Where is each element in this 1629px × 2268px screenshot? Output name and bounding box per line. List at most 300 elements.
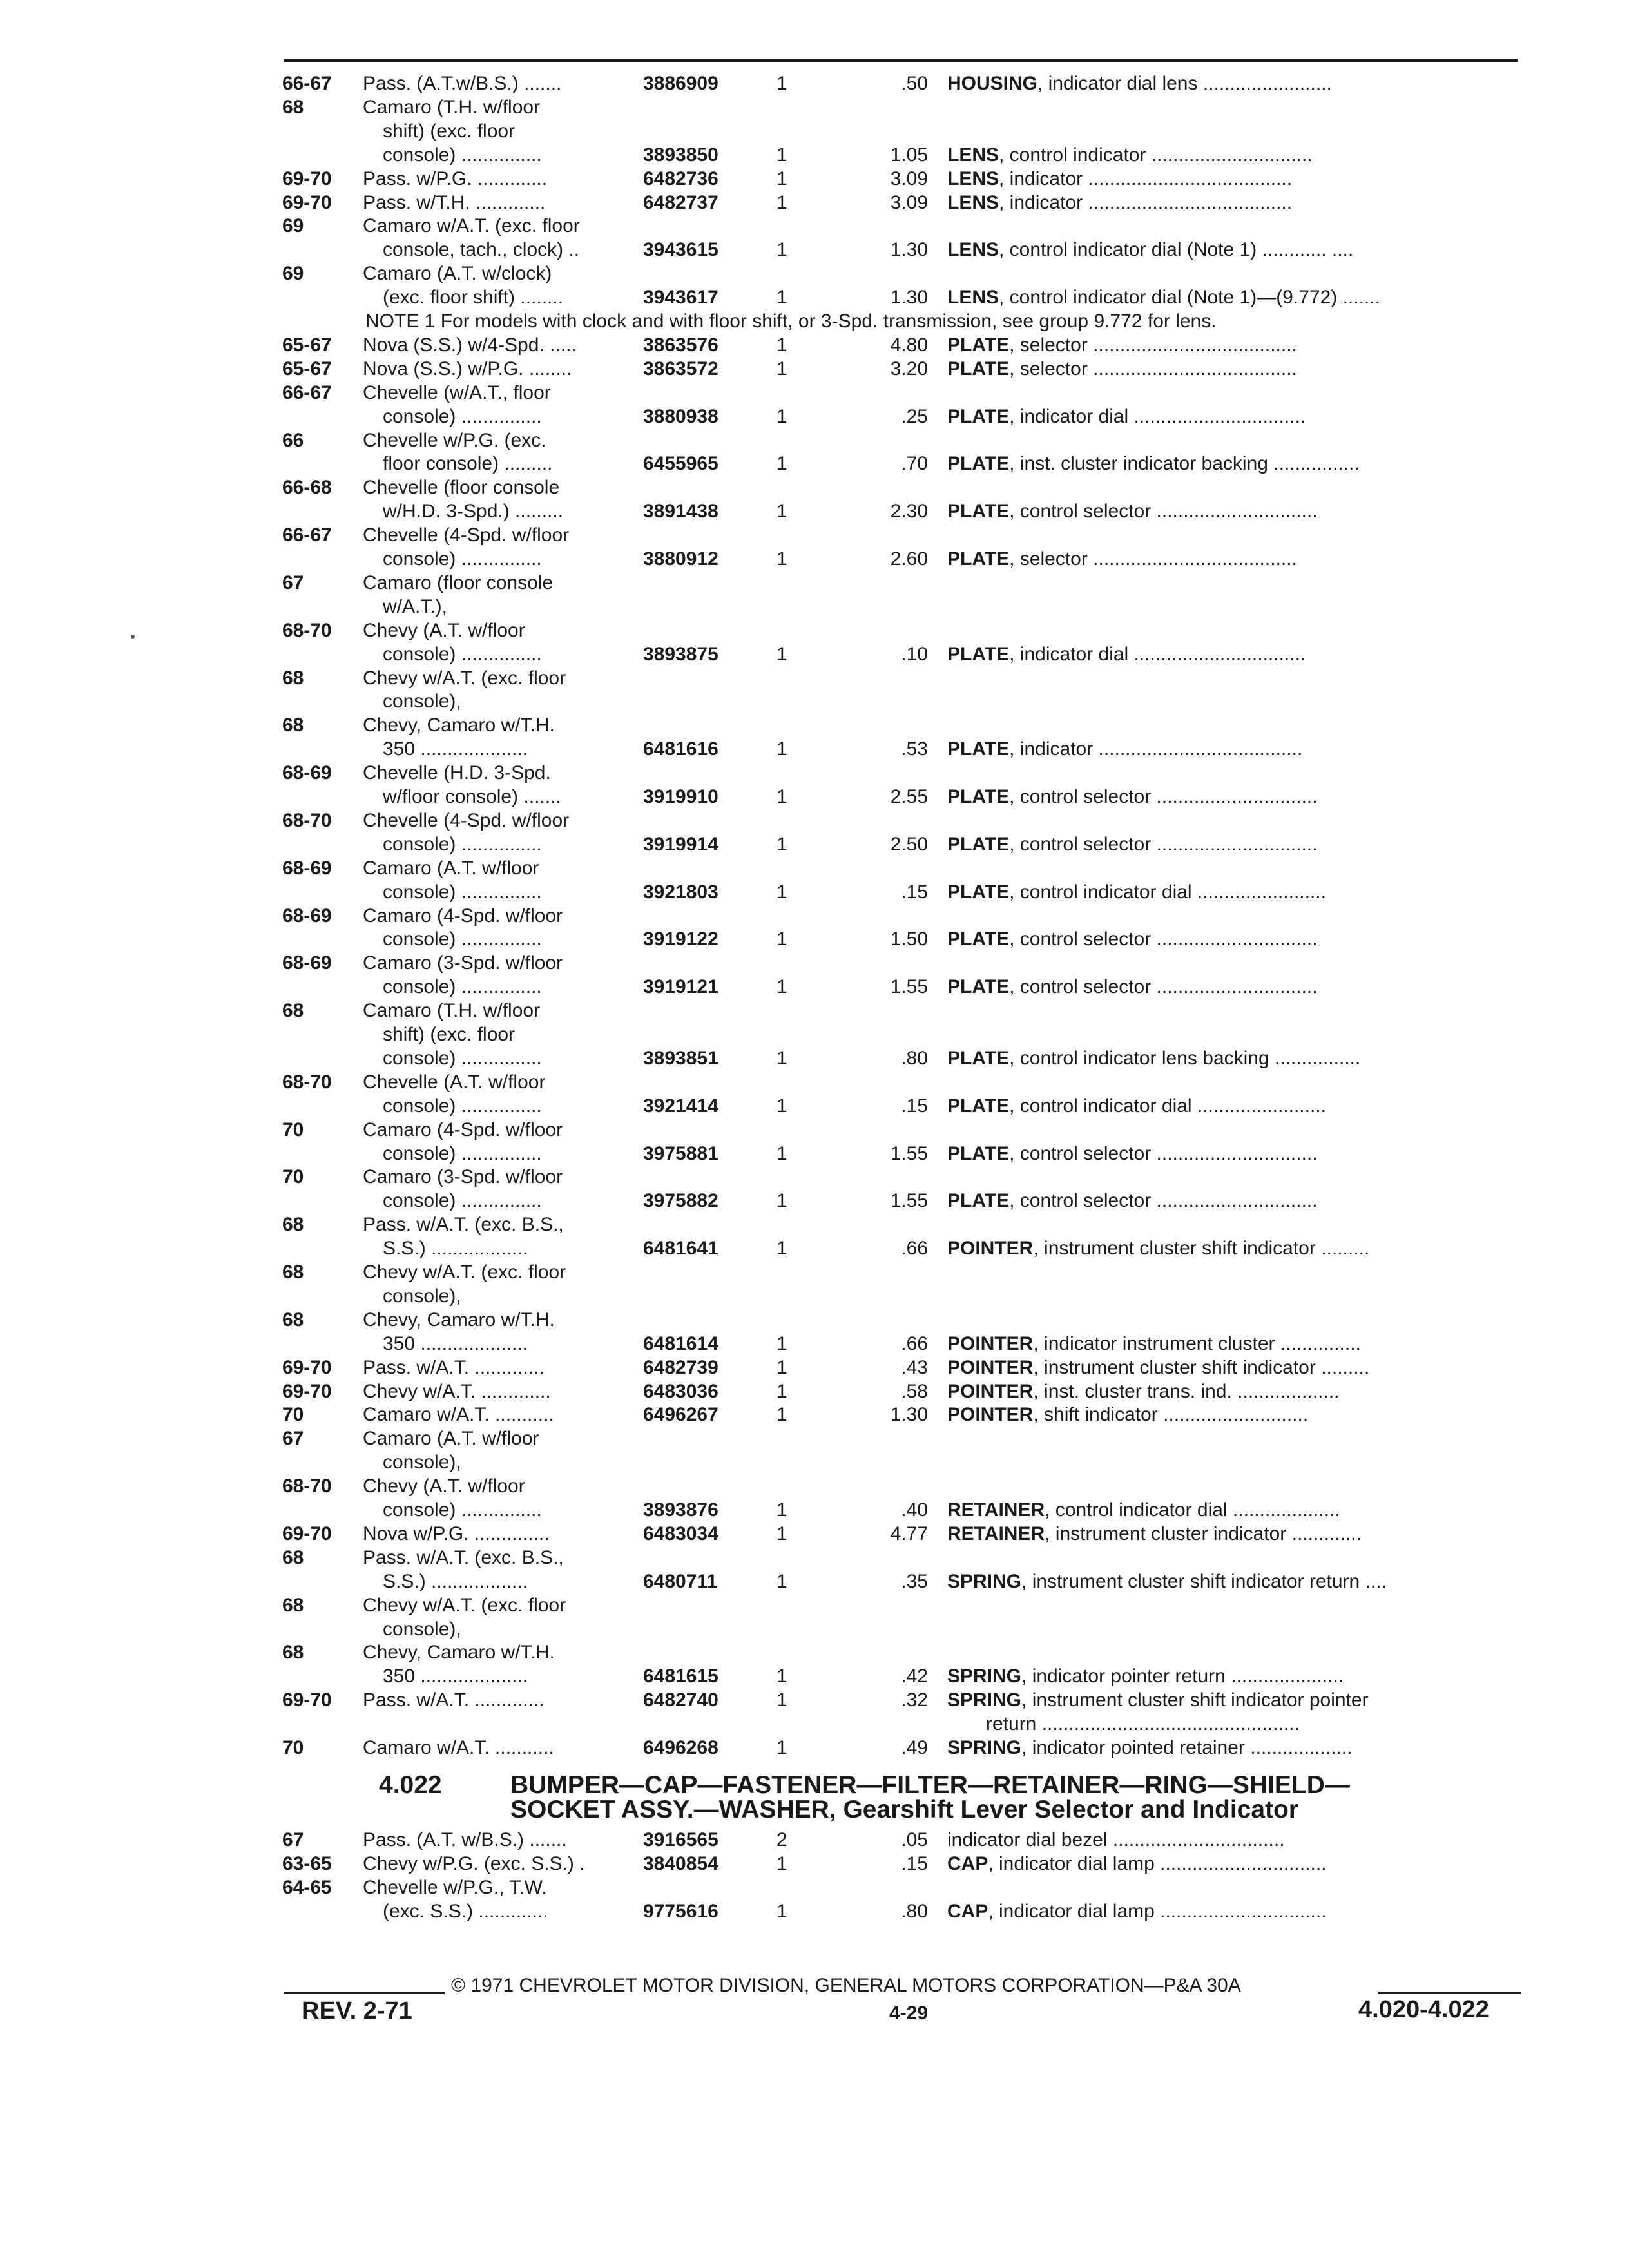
model-years: 70 bbox=[282, 1119, 304, 1140]
model-description: Camaro (3-Spd. w/floor bbox=[363, 1166, 563, 1188]
part-name-keyword: PLATE bbox=[947, 786, 1010, 807]
model-description: w/A.T.), bbox=[383, 595, 448, 617]
list-price: .50 bbox=[901, 73, 928, 94]
part-number: 3880912 bbox=[643, 548, 718, 570]
model-description: S.S.) .................. bbox=[383, 1570, 528, 1592]
part-name bbox=[947, 452, 1516, 476]
quantity: 1 bbox=[776, 501, 787, 523]
part-name-detail: , control selector .............................. bbox=[1009, 1190, 1318, 1212]
part-name-keyword: PLATE bbox=[947, 881, 1010, 903]
part-name bbox=[947, 238, 1516, 262]
part-name-keyword: RETAINER bbox=[947, 1523, 1045, 1544]
catalog-row bbox=[0, 619, 1629, 645]
model-description: console), bbox=[383, 691, 461, 713]
list-price: .66 bbox=[901, 1238, 928, 1260]
model-years: 69-70 bbox=[282, 1356, 332, 1378]
list-price: 4.80 bbox=[890, 334, 928, 356]
part-name-keyword: POINTER bbox=[947, 1356, 1034, 1378]
model-years: 69 bbox=[282, 263, 304, 285]
catalog-row bbox=[0, 690, 1629, 716]
model-years: 65-67 bbox=[282, 334, 332, 356]
model-description: Camaro w/A.T. ........... bbox=[363, 1737, 554, 1758]
quantity: 1 bbox=[776, 287, 787, 309]
part-number: 6480711 bbox=[643, 1570, 718, 1592]
catalog-row bbox=[0, 1309, 1629, 1334]
part-name-detail: , inst. cluster indicator backing ................ bbox=[1009, 453, 1360, 475]
catalog-row bbox=[0, 1499, 1629, 1524]
part-name-detail: , control indicator dial (Note 1) ............ .... bbox=[999, 239, 1354, 261]
part-name-detail: , indicator dial lamp ............................... bbox=[988, 1852, 1327, 1874]
part-name-keyword: POINTER bbox=[947, 1238, 1034, 1260]
part-name bbox=[947, 1523, 1516, 1546]
part-number: 3893875 bbox=[643, 643, 718, 665]
quantity: 1 bbox=[776, 144, 787, 166]
model-description: Pass. (A.T.w/B.S.) ....... bbox=[363, 73, 562, 94]
part-name bbox=[947, 1332, 1516, 1356]
model-description: Camaro (T.H. w/floor bbox=[363, 96, 541, 118]
model-description: Nova w/P.G. .............. bbox=[363, 1523, 550, 1544]
model-description: Camaro w/A.T. ........... bbox=[363, 1404, 554, 1426]
model-years: 67 bbox=[282, 1829, 304, 1850]
part-name bbox=[947, 548, 1516, 571]
catalog-row bbox=[0, 405, 1629, 431]
catalog-row bbox=[0, 905, 1629, 930]
model-description: console) ............... bbox=[383, 1047, 542, 1069]
part-name-detail: , control indicator dial ........................ bbox=[1009, 1095, 1326, 1117]
group-range: 4.020-4.022 bbox=[1358, 1996, 1489, 2023]
catalog-row bbox=[0, 262, 1629, 288]
catalog-row bbox=[0, 1023, 1629, 1049]
model-years: 68-69 bbox=[282, 857, 332, 879]
model-description: Camaro (3-Spd. w/floor bbox=[363, 952, 563, 974]
model-description: console) ............... bbox=[383, 1095, 542, 1117]
quantity: 1 bbox=[776, 1900, 787, 1922]
catalog-row bbox=[0, 1852, 1629, 1878]
catalog-row bbox=[0, 1736, 1629, 1762]
model-description: Chevy w/A.T. (exc. floor bbox=[363, 1594, 566, 1616]
model-description: Chevy w/A.T. (exc. floor bbox=[363, 1262, 566, 1283]
model-description: S.S.) .................. bbox=[383, 1238, 528, 1260]
catalog-row bbox=[0, 1071, 1629, 1097]
part-name-keyword: SPRING bbox=[947, 1570, 1022, 1592]
part-name bbox=[947, 1852, 1516, 1876]
part-name-detail: , inst. cluster trans. ind. ................... bbox=[1033, 1380, 1340, 1402]
part-name-detail: , indicator ...................................... bbox=[1009, 738, 1303, 760]
catalog-row bbox=[0, 476, 1629, 502]
part-name bbox=[947, 1142, 1516, 1166]
quantity: 1 bbox=[776, 1238, 787, 1260]
list-price: .53 bbox=[901, 738, 928, 760]
catalog-row bbox=[0, 952, 1629, 977]
part-name bbox=[947, 1189, 1516, 1213]
model-description: Camaro w/A.T. (exc. floor bbox=[363, 215, 580, 237]
catalog-row bbox=[0, 358, 1629, 383]
model-years: 68 bbox=[282, 667, 304, 689]
list-price: .70 bbox=[901, 453, 928, 475]
model-description: Chevy, Camaro w/T.H. bbox=[363, 1642, 555, 1664]
part-number: 3975881 bbox=[643, 1142, 718, 1164]
model-description: console) ............... bbox=[383, 548, 542, 570]
part-name bbox=[947, 1237, 1516, 1260]
model-years: 66 bbox=[282, 429, 304, 451]
part-name bbox=[947, 738, 1516, 761]
model-description: Chevy w/A.T. ............. bbox=[363, 1380, 551, 1402]
part-name bbox=[947, 1095, 1516, 1118]
part-name-keyword: PLATE bbox=[947, 1047, 1010, 1069]
catalog-row bbox=[0, 1427, 1629, 1453]
model-description: console) ............... bbox=[383, 976, 542, 998]
list-price: 1.30 bbox=[890, 1404, 928, 1426]
model-description: Nova (S.S.) w/4-Spd. ..... bbox=[363, 334, 577, 356]
list-price: .15 bbox=[901, 1095, 928, 1117]
part-name bbox=[947, 881, 1516, 904]
catalog-row bbox=[0, 1641, 1629, 1667]
list-price: 1.30 bbox=[890, 239, 928, 261]
part-name-detail: , indicator dial lamp ............................... bbox=[988, 1900, 1327, 1922]
catalog-row bbox=[0, 1570, 1629, 1596]
quantity: 1 bbox=[776, 1523, 787, 1544]
list-price: .05 bbox=[901, 1829, 928, 1850]
model-years: 68 bbox=[282, 1262, 304, 1283]
part-number: 6482737 bbox=[643, 191, 718, 213]
catalog-row bbox=[0, 785, 1629, 811]
catalog-row bbox=[0, 168, 1629, 193]
part-name-keyword: POINTER bbox=[947, 1332, 1034, 1354]
model-description: Chevy w/A.T. (exc. floor bbox=[363, 667, 566, 689]
model-description: console, tach., clock) .. bbox=[383, 239, 580, 261]
list-price: .49 bbox=[901, 1737, 928, 1758]
part-name-detail: , instrument cluster shift indicator return .... bbox=[1021, 1570, 1387, 1592]
part-name bbox=[947, 286, 1516, 309]
part-name-detail: , indicator dial ................................ bbox=[1009, 405, 1306, 427]
catalog-row bbox=[0, 1285, 1629, 1311]
catalog-row bbox=[0, 857, 1629, 883]
model-description: Chevelle (H.D. 3-Spd. bbox=[363, 762, 551, 784]
list-price: .80 bbox=[901, 1047, 928, 1069]
model-description: Chevelle (4-Spd. w/floor bbox=[363, 809, 570, 831]
quantity: 1 bbox=[776, 643, 787, 665]
catalog-row bbox=[0, 1403, 1629, 1429]
model-description: Chevelle (A.T. w/floor bbox=[363, 1071, 546, 1093]
part-name bbox=[947, 785, 1516, 809]
quantity: 1 bbox=[776, 1356, 787, 1378]
catalog-row bbox=[0, 595, 1629, 621]
model-description: Chevy (A.T. w/floor bbox=[363, 619, 525, 641]
part-name bbox=[947, 975, 1516, 999]
part-number: 3880938 bbox=[643, 405, 718, 427]
part-name-detail: , selector ...................................... bbox=[1009, 358, 1297, 380]
part-name-keyword: SPRING bbox=[947, 1737, 1022, 1758]
note-text: NOTE 1 For models with clock and with floor shift, or 3-Spd. transmission, see group 9.772 for lens. bbox=[365, 311, 1217, 332]
quantity: 1 bbox=[776, 1380, 787, 1402]
quantity: 1 bbox=[776, 239, 787, 261]
model-description: console) ............... bbox=[383, 881, 542, 903]
model-years: 69 bbox=[282, 215, 304, 237]
part-name bbox=[947, 1499, 1516, 1522]
part-number: 6481615 bbox=[643, 1666, 718, 1687]
part-name-keyword: SPRING bbox=[947, 1666, 1022, 1687]
part-name-keyword: HOUSING bbox=[947, 73, 1038, 94]
catalog-row bbox=[0, 1213, 1629, 1239]
part-number: 3943615 bbox=[643, 239, 718, 261]
part-name-detail: , instrument cluster indicator ............. bbox=[1045, 1523, 1362, 1544]
part-number: 3921803 bbox=[643, 881, 718, 903]
part-name bbox=[947, 1047, 1516, 1070]
part-name-keyword: PLATE bbox=[947, 358, 1010, 380]
part-name-keyword: LENS bbox=[947, 239, 999, 261]
part-number: 9775616 bbox=[643, 1900, 718, 1922]
part-name bbox=[947, 191, 1516, 215]
part-name-keyword: LENS bbox=[947, 191, 999, 213]
catalog-row bbox=[0, 1689, 1629, 1715]
part-name-keyword: PLATE bbox=[947, 1095, 1010, 1117]
list-price: .25 bbox=[901, 405, 928, 427]
part-name-detail: indicator dial bezel ................................ bbox=[947, 1829, 1285, 1850]
quantity: 1 bbox=[776, 453, 787, 475]
part-name-keyword: PLATE bbox=[947, 976, 1010, 998]
part-name bbox=[947, 833, 1516, 856]
model-description: Pass. w/A.T. ............. bbox=[363, 1356, 545, 1378]
part-number: 3916565 bbox=[643, 1829, 718, 1850]
catalog-row bbox=[0, 429, 1629, 455]
part-name-keyword: SPRING bbox=[947, 1689, 1022, 1711]
quantity: 1 bbox=[776, 548, 787, 570]
catalog-row bbox=[0, 1594, 1629, 1620]
catalog-row bbox=[0, 1095, 1629, 1120]
part-name-keyword: POINTER bbox=[947, 1380, 1034, 1402]
part-name bbox=[947, 1380, 1516, 1403]
part-number: 3891438 bbox=[643, 501, 718, 523]
model-years: 68 bbox=[282, 96, 304, 118]
part-name-keyword: PLATE bbox=[947, 334, 1010, 356]
catalog-row bbox=[0, 975, 1629, 1001]
part-name-keyword: PLATE bbox=[947, 738, 1010, 760]
catalog-row bbox=[0, 1261, 1629, 1287]
catalog-row bbox=[0, 1237, 1629, 1263]
part-number: 3943617 bbox=[643, 287, 718, 309]
part-name-keyword: LENS bbox=[947, 144, 999, 166]
catalog-row bbox=[0, 1166, 1629, 1191]
footer-rule-right bbox=[1378, 1992, 1521, 1994]
quantity: 2 bbox=[776, 1829, 787, 1850]
part-name-detail: , indicator ...................................... bbox=[999, 168, 1293, 189]
part-name bbox=[947, 500, 1516, 523]
catalog-row bbox=[0, 1523, 1629, 1548]
part-name-detail: , control indicator dial ........................ bbox=[1009, 881, 1326, 903]
part-number: 3840854 bbox=[643, 1852, 718, 1874]
quantity: 1 bbox=[776, 976, 787, 998]
revision-label: REV. 2-71 bbox=[302, 1997, 412, 2024]
catalog-row bbox=[0, 1546, 1629, 1572]
catalog-row bbox=[0, 667, 1629, 693]
part-name-detail: , control indicator lens backing ................ bbox=[1009, 1047, 1361, 1069]
model-years: 68 bbox=[282, 1594, 304, 1616]
quantity: 1 bbox=[776, 73, 787, 94]
quantity: 1 bbox=[776, 833, 787, 855]
part-number: 6481616 bbox=[643, 738, 718, 760]
part-number: 3919910 bbox=[643, 786, 718, 807]
part-name-detail: , instrument cluster shift indicator pointer bbox=[1021, 1689, 1369, 1711]
part-name-keyword: RETAINER bbox=[947, 1499, 1045, 1521]
part-name-detail: , control indicator dial .................... bbox=[1045, 1499, 1340, 1521]
model-years: 70 bbox=[282, 1166, 304, 1188]
list-price: .80 bbox=[901, 1900, 928, 1922]
list-price: 1.55 bbox=[890, 1190, 928, 1212]
section-title-line2: SOCKET ASSY.—WASHER, Gearshift Lever Selector and Indicator bbox=[510, 1796, 1299, 1823]
footer-rule-left bbox=[284, 1992, 445, 1994]
list-price: .40 bbox=[901, 1499, 928, 1521]
model-description: Chevelle (4-Spd. w/floor bbox=[363, 524, 570, 546]
model-description: shift) (exc. floor bbox=[383, 1024, 516, 1045]
model-description: Pass. w/A.T. (exc. B.S., bbox=[363, 1546, 564, 1568]
part-name bbox=[947, 1665, 1516, 1688]
catalog-row bbox=[0, 762, 1629, 787]
catalog-row bbox=[0, 500, 1629, 526]
part-name bbox=[947, 405, 1516, 428]
model-description: console) ............... bbox=[383, 833, 542, 855]
section-title-line1: BUMPER—CAP—FASTENER—FILTER—RETAINER—RING—SHIELD— bbox=[510, 1771, 1350, 1799]
model-description: Chevelle (floor console bbox=[363, 477, 560, 499]
part-number: 6482740 bbox=[643, 1689, 718, 1711]
list-price: 3.09 bbox=[890, 168, 928, 189]
model-years: 68-70 bbox=[282, 619, 332, 641]
quantity: 1 bbox=[776, 1737, 787, 1758]
model-years: 66-68 bbox=[282, 477, 332, 499]
quantity: 1 bbox=[776, 1047, 787, 1069]
note-row bbox=[0, 310, 1629, 336]
model-description: console) ............... bbox=[383, 405, 542, 427]
catalog-row bbox=[0, 191, 1629, 217]
part-name-keyword: PLATE bbox=[947, 405, 1010, 427]
quantity: 1 bbox=[776, 191, 787, 213]
model-description: Camaro (A.T. w/floor bbox=[363, 1428, 539, 1450]
quantity: 1 bbox=[776, 1190, 787, 1212]
part-name-keyword: PLATE bbox=[947, 833, 1010, 855]
part-name-keyword: PLATE bbox=[947, 1142, 1010, 1164]
part-name bbox=[947, 1403, 1516, 1427]
part-name-detail: , selector ...................................... bbox=[1009, 548, 1297, 570]
section-number: 4.022 bbox=[379, 1771, 442, 1799]
part-name-keyword: LENS bbox=[947, 168, 999, 189]
model-description: console) ............... bbox=[383, 1499, 542, 1521]
catalog-row bbox=[0, 738, 1629, 764]
part-name-detail: , indicator dial lens ........................ bbox=[1037, 73, 1332, 94]
part-name bbox=[947, 1689, 1516, 1712]
part-name bbox=[947, 1356, 1516, 1379]
part-number: 6483034 bbox=[643, 1523, 718, 1544]
list-price: .42 bbox=[901, 1666, 928, 1687]
part-name-detail: , control selector .............................. bbox=[1009, 1142, 1318, 1164]
part-name bbox=[947, 1900, 1516, 1923]
list-price: .15 bbox=[901, 1852, 928, 1874]
catalog-row bbox=[0, 1047, 1629, 1073]
list-price: 1.55 bbox=[890, 976, 928, 998]
catalog-row bbox=[0, 452, 1629, 478]
list-price: 1.30 bbox=[890, 287, 928, 309]
part-number: 3893876 bbox=[643, 1499, 718, 1521]
catalog-row bbox=[0, 643, 1629, 669]
part-number: 6496268 bbox=[643, 1737, 718, 1758]
catalog-row bbox=[0, 1142, 1629, 1168]
model-description: Nova (S.S.) w/P.G. ........ bbox=[363, 358, 572, 380]
model-years: 66-67 bbox=[282, 524, 332, 546]
list-price: .10 bbox=[901, 643, 928, 665]
part-number: 3863572 bbox=[643, 358, 718, 380]
model-description: Pass. (A.T. w/B.S.) ....... bbox=[363, 1829, 567, 1850]
catalog-row bbox=[0, 1189, 1629, 1215]
model-years: 69-70 bbox=[282, 191, 332, 213]
quantity: 1 bbox=[776, 786, 787, 807]
part-number: 6482739 bbox=[643, 1356, 718, 1378]
part-name bbox=[947, 643, 1516, 666]
part-name-detail: , instrument cluster shift indicator ......... bbox=[1033, 1238, 1370, 1260]
model-years: 68 bbox=[282, 1642, 304, 1664]
model-description: console), bbox=[383, 1618, 461, 1640]
model-description: console) ............... bbox=[383, 1142, 542, 1164]
part-number: 6483036 bbox=[643, 1380, 718, 1402]
catalog-row bbox=[0, 238, 1629, 264]
part-number: 3893850 bbox=[643, 144, 718, 166]
part-name bbox=[947, 334, 1516, 357]
list-price: 1.50 bbox=[890, 928, 928, 950]
model-description: 350 .................... bbox=[383, 1666, 528, 1687]
part-name bbox=[947, 928, 1516, 951]
part-name-detail: , indicator pointed retainer ................... bbox=[1021, 1737, 1353, 1758]
part-name-keyword: PLATE bbox=[947, 501, 1010, 523]
model-description: shift) (exc. floor bbox=[383, 120, 516, 142]
part-name bbox=[947, 358, 1516, 381]
model-description: Camaro (T.H. w/floor bbox=[363, 1000, 541, 1022]
model-description: console) ............... bbox=[383, 928, 542, 950]
model-years: 68-69 bbox=[282, 905, 332, 927]
part-name bbox=[947, 144, 1516, 167]
model-years: 65-67 bbox=[282, 358, 332, 380]
model-description: Pass. w/A.T. (exc. B.S., bbox=[363, 1214, 564, 1236]
catalog-row bbox=[0, 1475, 1629, 1501]
model-years: 70 bbox=[282, 1404, 304, 1426]
model-description: 350 .................... bbox=[383, 1332, 528, 1354]
model-years: 70 bbox=[282, 1737, 304, 1758]
catalog-row bbox=[0, 714, 1629, 740]
catalog-row bbox=[0, 1665, 1629, 1691]
model-years: 69-70 bbox=[282, 1689, 332, 1711]
model-description: 350 .................... bbox=[383, 738, 528, 760]
list-price: .43 bbox=[901, 1356, 928, 1378]
part-name-keyword: CAP bbox=[947, 1900, 988, 1922]
catalog-row bbox=[0, 833, 1629, 859]
list-price: 3.09 bbox=[890, 191, 928, 213]
part-name-detail: , control selector .............................. bbox=[1009, 501, 1318, 523]
catalog-row bbox=[0, 881, 1629, 907]
list-price: 2.50 bbox=[890, 833, 928, 855]
catalog-row bbox=[0, 96, 1629, 122]
part-number: 6455965 bbox=[643, 453, 718, 475]
part-number: 3921414 bbox=[643, 1095, 718, 1117]
part-name bbox=[947, 1570, 1516, 1593]
model-description: (exc. floor shift) ........ bbox=[383, 287, 564, 309]
list-price: .35 bbox=[901, 1570, 928, 1592]
model-years: 66-67 bbox=[282, 73, 332, 94]
part-number: 3893851 bbox=[643, 1047, 718, 1069]
part-name-keyword: LENS bbox=[947, 287, 999, 309]
catalog-row bbox=[0, 286, 1629, 312]
part-name-keyword: CAP bbox=[947, 1852, 988, 1874]
part-name bbox=[947, 168, 1516, 191]
catalog-row bbox=[0, 1451, 1629, 1477]
model-years: 69-70 bbox=[282, 168, 332, 189]
catalog-row bbox=[0, 572, 1629, 597]
catalog-row bbox=[0, 334, 1629, 360]
